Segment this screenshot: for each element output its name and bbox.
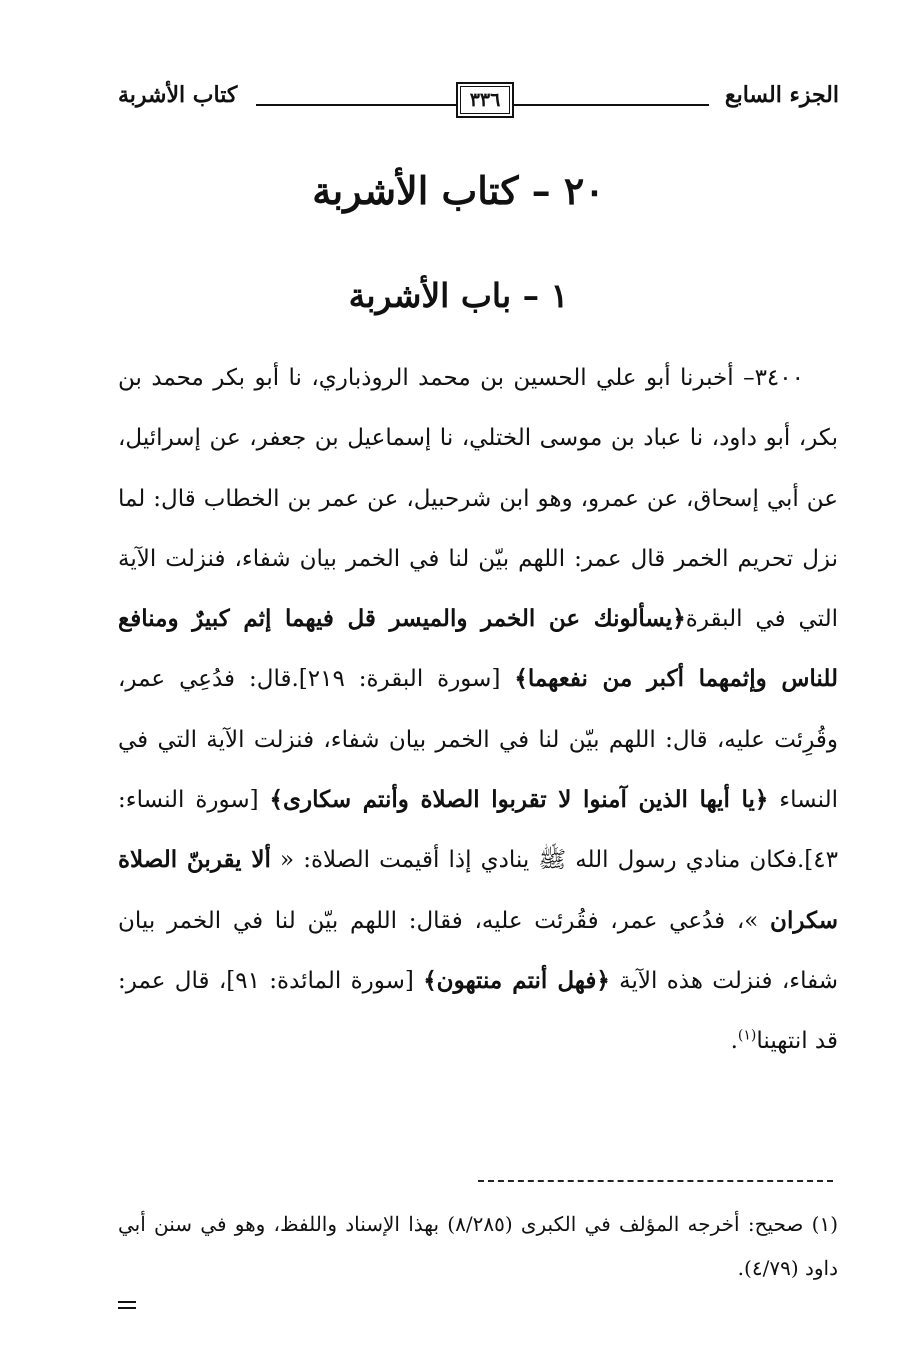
footnote-separator <box>478 1180 833 1182</box>
quran-quote-baqarah: ﴿يسألونك عن الخمر والميسر قل فيهما إثم كبيرٌ ومنافع للناس وإثمهما أكبر من نفعهما﴾ <box>118 605 838 693</box>
hadith-text-5: [سورة المائدة: ٩١]، قال عمر: قد انتهينا <box>118 967 838 1055</box>
running-head <box>118 78 839 122</box>
chapter-title: ١ – باب الأشربة <box>348 276 569 315</box>
hadith-text-1: ٣٤٠٠– أخبرنا أبو علي الحسين بن محمد الروذباري، نا أبو بكر محمد بن بكر، أبو داود، نا عباد بن موسى الختلي، نا إسماعيل بن جعفر، عن إسرائيل، عن أبي إسحاق، عن عمرو، وهو ابن شرحبيل، عن عمر بن الخطاب قال: لما نزل تحريم الخمر قال عمر: اللهم بيّن لنا في الخمر بيان شفاء، فنزلت الآية التي في البقرة <box>118 365 838 633</box>
running-head-book: كتاب الأشربة <box>118 82 238 108</box>
footnote: (١) صحيح: أخرجه المؤلف في الكبرى (٨/٢٨٥) بهذا الإسناد واللفظ، وهو في سنن أبي داود (٤/٧٩). <box>118 1212 839 1280</box>
hadith-paragraph <box>118 348 838 1072</box>
caller-quote: ألا يقربنّ الصلاة سكران <box>118 846 838 934</box>
book-title: ٢٠ – كتاب الأشربة <box>312 168 605 213</box>
quran-quote-nisa: ﴿يا أيها الذين آمنوا لا تقربوا الصلاة وأنتم سكارى﴾ <box>269 786 769 814</box>
hadith-text-3: [سورة النساء: ٤٣].فكان منادي رسول الله ﷺ ينادي إذا أقيمت الصلاة: « <box>118 787 838 874</box>
continuation-mark <box>118 1301 136 1309</box>
running-head-volume: الجزء السابع <box>724 82 839 108</box>
page-number-box <box>456 82 514 118</box>
hadith-text-2: [سورة البقرة: ٢١٩].قال: فدُعِي عمر، وقُرِئت عليه، قال: اللهم بيّن لنا في الخمر بيان شفاء، فنزلت الآية التي في النساء <box>118 666 838 814</box>
footnote-reference[interactable]: (١) <box>737 1027 757 1044</box>
quran-quote-maidah: ﴿فهل أنتم منتهون﴾ <box>423 966 610 994</box>
running-head-rule-left <box>256 104 456 106</box>
hadith-text-6: . <box>730 1028 738 1055</box>
hadith-text-4: »، فدُعي عمر، فقُرئت عليه، فقال: اللهم بيّن لنا في الخمر بيان شفاء، فنزلت هذه الآية <box>118 907 838 994</box>
page-number: ٣٣٦ <box>460 86 510 114</box>
running-head-rule-right <box>514 104 709 106</box>
